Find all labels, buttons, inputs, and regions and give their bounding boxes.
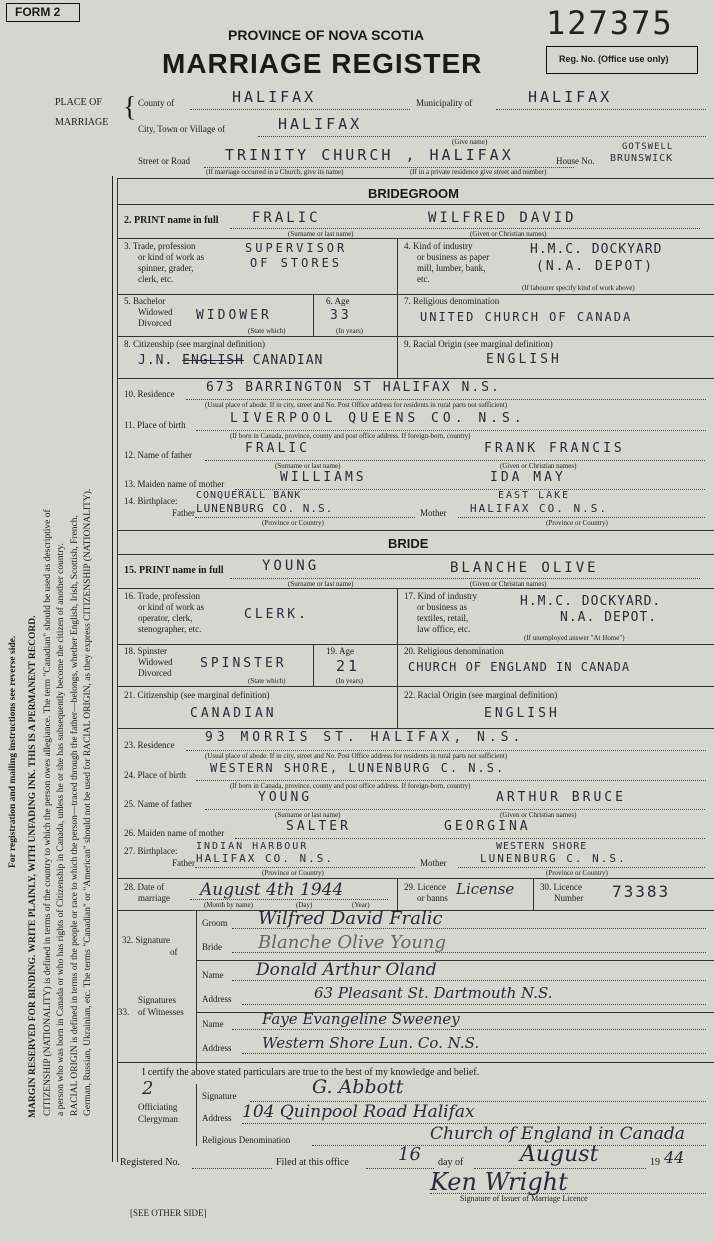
- give-name-caption: (Give name): [452, 138, 488, 146]
- city-value: HALIFAX: [278, 115, 363, 133]
- groom-mother-bp-1: EAST LAKE: [498, 490, 571, 501]
- bride-father-given: ARTHUR BRUCE: [496, 790, 626, 805]
- groom-trade-value-2: OF STORES: [250, 256, 343, 270]
- groom-trade-label-3: spinner, grader,: [138, 263, 194, 273]
- bride-residence-value: 93 MORRIS ST. HALIFAX, N.S.: [205, 730, 525, 745]
- bride-industry-label-2: or business as: [417, 602, 467, 612]
- clergy-signature-label: Signature: [202, 1091, 237, 1101]
- bride-mother-bp-label: Mother: [420, 858, 447, 868]
- groom-religion-label: 7. Religious denomination: [404, 296, 500, 306]
- bride-given-caption: (Given or Christian names): [470, 580, 547, 588]
- clergy-address-label: Address: [202, 1113, 232, 1123]
- filed-month: August: [520, 1142, 599, 1167]
- bride-religion-value: CHURCH OF ENGLAND IN CANADA: [408, 660, 631, 674]
- place-brace: {: [123, 92, 137, 123]
- page-title: MARRIAGE REGISTER: [162, 48, 483, 79]
- bride-mother-bp-caption: (Province or Country): [546, 869, 608, 877]
- groom-citizenship-label: 8. Citizenship (see marginal definition): [124, 339, 266, 349]
- groom-residence-label: 10. Residence: [124, 389, 175, 399]
- clergy-address: 104 Quinpool Road Halifax: [242, 1102, 475, 1122]
- bride-racial-label: 22. Racial Origin (see marginal definition): [404, 690, 558, 700]
- date-year-caption: (Year): [352, 901, 370, 909]
- sig-label-2: of: [170, 947, 178, 957]
- county-label: County of: [138, 98, 175, 108]
- groom-birthplace-caption: (If born in Canada, province, county and post office address. If foreign-born, country): [230, 432, 471, 440]
- groom-trade-value-1: SUPERVISOR: [245, 241, 348, 255]
- margin-racial-def-1: RACIAL ORIGIN is defined in terms of the people or race to which the person—traced through the father—belongs, whether English, Irish, Scottish, French,: [70, 515, 80, 1116]
- bride-citizenship-label: 21. Citizenship (see marginal definition): [124, 690, 270, 700]
- clergy-religion-label: Religious Denomination: [202, 1135, 291, 1145]
- bride-parents-birthplace-label: 27. Birthplace:: [124, 846, 178, 856]
- reg-no-box: Reg. No. (Office use only): [546, 46, 698, 74]
- registered-no-label: Registered No.: [120, 1157, 180, 1168]
- county-value: HALIFAX: [232, 88, 317, 106]
- bride-surname-caption: (Surname or last name): [288, 580, 354, 588]
- house-label: House No.: [556, 156, 595, 166]
- city-label: City, Town or Village of: [138, 124, 226, 134]
- bride-mother-surname: SALTER: [286, 819, 351, 834]
- groom-status-value: WIDOWER: [196, 308, 272, 323]
- groom-industry-label-4: etc.: [417, 274, 430, 284]
- bride-heading: BRIDE: [388, 536, 429, 551]
- bride-father-bp-caption: (Province or Country): [262, 869, 324, 877]
- licence-value: License: [456, 880, 515, 898]
- groom-residence-value: 673 BARRINGTON ST HALIFAX N.S.: [206, 380, 501, 395]
- margin-citizenship-def-1: CITIZENSHIP (NATIONALITY) is defined in terms of the country to which the person owes allegiance. The term "Canadian" should be used as descriptive of: [43, 509, 53, 1116]
- bride-industry-value-2: N.A. DEPOT.: [560, 610, 658, 625]
- groom-name-label: 2. PRINT name in full: [124, 215, 219, 226]
- sig-label-1: 32. Signature: [122, 935, 170, 945]
- bride-religion-label: 20. Religious denomination: [404, 646, 504, 656]
- groom-industry-label-3: mill, lumber, bank,: [417, 263, 486, 273]
- bride-racial-value: ENGLISH: [484, 706, 560, 721]
- groom-industry-value-1: H.M.C. DOCKYARD: [530, 242, 663, 257]
- groom-signature: Wilfred David Fralic: [258, 908, 443, 929]
- form-number: FORM 2: [15, 5, 61, 19]
- see-other-side: [SEE OTHER SIDE]: [130, 1208, 207, 1218]
- street-value: TRINITY CHURCH , HALIFAX: [225, 146, 514, 164]
- bride-signature: Blanche Olive Young: [258, 932, 447, 953]
- groom-religion-value: UNITED CHURCH OF CANADA: [420, 310, 633, 324]
- witness-label-2: of Witnesses: [138, 1007, 184, 1017]
- bride-status-caption: (State which): [248, 677, 286, 685]
- witness1-address: 63 Pleasant St. Dartmouth N.S.: [314, 984, 553, 1002]
- bride-industry-label-3: textiles, retail,: [417, 613, 469, 623]
- day-of-label: day of: [438, 1157, 464, 1168]
- reg-number: 127375: [546, 4, 674, 42]
- groom-father-given-caption: (Given or Christian names): [500, 462, 577, 470]
- witness2-address-label: Address: [202, 1043, 232, 1053]
- groom-industry-label-1: 4. Kind of industry: [404, 241, 473, 251]
- groom-status-label-3: Divorced: [138, 318, 172, 328]
- groom-industry-caption: (If labourer specify kind of work above): [522, 284, 635, 292]
- groom-mother-bp-caption: (Province or Country): [546, 519, 608, 527]
- groom-father-surname: FRALIC: [245, 441, 310, 456]
- bride-birthplace-value: WESTERN SHORE, LUNENBURG C. N.S.: [210, 761, 506, 775]
- bride-age-caption: (In years): [336, 677, 364, 685]
- place-label-2: MARRIAGE: [55, 117, 109, 128]
- groom-birthplace-label: 11. Place of birth: [124, 420, 186, 430]
- filed-label: Filed at this office: [276, 1157, 349, 1168]
- bride-trade-value: CLERK.: [244, 607, 309, 622]
- date-month-caption: (Month by name): [204, 901, 253, 909]
- province-heading: PROVINCE OF NOVA SCOTIA: [228, 27, 425, 43]
- clergy-mark: 2: [142, 1078, 154, 1099]
- bride-status-label-1: 18. Spinster: [124, 646, 168, 656]
- groom-father-label: 12. Name of father: [124, 450, 192, 460]
- filed-year: 44: [664, 1148, 685, 1167]
- bride-industry-caption: (If unemployed answer "At Home"): [524, 634, 625, 642]
- bride-trade-label-1: 16. Trade, profession: [124, 591, 200, 601]
- groom-status-caption: (State which): [248, 327, 286, 335]
- groom-father-bp-2: LUNENBURG CO. N.S.: [196, 502, 334, 515]
- witness1-name-label: Name: [202, 970, 224, 980]
- groom-father-sur-caption: (Surname or last name): [275, 462, 341, 470]
- margin-binding-note: MARGIN RESERVED FOR BINDING. WRITE PLAINLY, WITH UNFADING INK. THIS IS A PERMANENT RECORD.: [28, 615, 38, 1118]
- bride-status-label-3: Divorced: [138, 668, 172, 678]
- witness-number: 33.: [118, 1007, 130, 1017]
- clergy-label-1: Officiating: [138, 1102, 178, 1112]
- bride-industry-label-1: 17. Kind of industry: [404, 591, 477, 601]
- groom-mother-label: 13. Maiden name of mother: [124, 479, 225, 489]
- groom-mother-given: IDA MAY: [490, 470, 566, 485]
- bride-mother-bp-2: LUNENBURG C. N.S.: [480, 852, 627, 865]
- groom-trade-label-2: or kind of work as: [138, 252, 204, 262]
- street-label: Street or Road: [138, 156, 190, 166]
- groom-mother-bp-2: HALIFAX CO. N.S.: [470, 502, 608, 515]
- groom-racial-value: ENGLISH: [486, 352, 562, 367]
- marriage-date-value: August 4th 1944: [200, 880, 344, 900]
- licence-number-label-2: Number: [554, 893, 584, 903]
- bride-father-label: 25. Name of father: [124, 799, 192, 809]
- groom-given-caption: (Given or Christian names): [470, 230, 547, 238]
- groom-father-given: FRANK FRANCIS: [484, 441, 625, 456]
- house-value-1: GOTSWELL: [622, 142, 674, 152]
- groom-trade-label-1: 3. Trade, profession: [124, 241, 196, 251]
- groom-father-bp-1: CONQUERALL BANK: [196, 490, 302, 501]
- bride-age-label: 19. Age: [326, 646, 354, 656]
- groom-sig-label: Groom: [202, 918, 228, 928]
- issuer-signature: Ken Wright: [430, 1168, 568, 1196]
- bride-age-value: 21: [336, 657, 361, 675]
- groom-parents-birthplace-label: 14. Birthplace:: [124, 496, 178, 506]
- licence-label-2: or banns: [417, 893, 448, 903]
- bride-residence-label: 23. Residence: [124, 740, 175, 750]
- clergy-label-2: Clergyman: [138, 1114, 178, 1124]
- filed-day: 16: [398, 1144, 421, 1165]
- bride-trade-label-2: or kind of work as: [138, 602, 204, 612]
- house-value-2: BRUNSWICK: [610, 153, 674, 164]
- licence-number-label-1: 30. Licence: [540, 882, 582, 892]
- margin-instructions: For registration and mailing instructions see reverse side.: [8, 635, 18, 868]
- bride-residence-caption: (Usual place of abode. If in city, street and No. Post Office address for residents in rural parts not sufficient): [205, 752, 508, 760]
- clergy-religion: Church of England in Canada: [430, 1124, 685, 1144]
- groom-heading: BRIDEGROOM: [368, 186, 459, 201]
- date-label-2: marriage: [138, 893, 170, 903]
- issuer-caption: Signature of Issuer of Marriage Licence: [460, 1194, 588, 1203]
- witness1-name: Donald Arthur Oland: [256, 960, 437, 980]
- residence-note: (If in a private residence give street and number): [410, 168, 547, 176]
- groom-status-label-1: 5. Bachelor: [124, 296, 166, 306]
- groom-surname: FRALIC: [252, 210, 321, 226]
- bride-mother-label: 26. Maiden name of mother: [124, 828, 225, 838]
- bride-status-label-2: Widowed: [138, 657, 173, 667]
- bride-sig-label: Bride: [202, 942, 222, 952]
- date-label-1: 28. Date of: [124, 882, 165, 892]
- groom-citizenship-value: J.N. ENGLISH CANADIAN: [138, 353, 324, 368]
- witness2-address: Western Shore Lun. Co. N.S.: [262, 1034, 480, 1052]
- groom-surname-caption: (Surname or last name): [288, 230, 354, 238]
- bride-surname: YOUNG: [262, 558, 320, 574]
- bride-industry-value-1: H.M.C. DOCKYARD.: [520, 594, 662, 609]
- bride-mother-bp-1: WESTERN SHORE: [496, 841, 588, 852]
- licence-number-value: 73383: [612, 882, 671, 901]
- bride-mother-given: GEORGINA: [444, 819, 531, 834]
- church-note: (If marriage occurred in a Church, give its name): [206, 168, 344, 176]
- bride-father-bp-label: Father: [172, 858, 195, 868]
- date-day-caption: (Day): [296, 901, 313, 909]
- municipality-value: HALIFAX: [528, 88, 613, 106]
- bride-status-value: SPINSTER: [200, 656, 287, 671]
- groom-residence-caption: (Usual place of abode. If in city, street and No. Post Office address for residents in rural parts not sufficient): [205, 401, 508, 409]
- groom-age-caption: (In years): [336, 327, 364, 335]
- bride-father-bp-1: INDIAN HARBOUR: [196, 841, 309, 852]
- groom-industry-label-2: or business as paper: [417, 252, 490, 262]
- year-prefix: 19: [650, 1157, 660, 1168]
- groom-status-label-2: Widowed: [138, 307, 173, 317]
- bride-citizenship-value: CANADIAN: [190, 706, 277, 721]
- groom-father-bp-label: Father: [172, 508, 195, 518]
- groom-mother-bp-label: Mother: [420, 508, 447, 518]
- groom-racial-label: 9. Racial Origin (see marginal definition): [404, 339, 553, 349]
- groom-industry-value-2: (N.A. DEPOT): [536, 259, 654, 274]
- groom-age-value: 33: [330, 308, 352, 323]
- groom-mother-surname: WILLIAMS: [280, 470, 367, 485]
- groom-age-label: 6. Age: [326, 296, 350, 306]
- bride-trade-label-3: operator, clerk,: [138, 613, 193, 623]
- witness2-name: Faye Evangeline Sweeney: [262, 1010, 460, 1028]
- certification-text: I certify the above stated particulars are true to the best of my knowledge and belief.: [142, 1067, 480, 1078]
- bride-industry-label-4: law office, etc.: [417, 624, 471, 634]
- bride-father-bp-2: HALIFAX CO. N.S.: [196, 852, 334, 865]
- groom-trade-label-4: clerk, etc.: [138, 274, 174, 284]
- witness-label-1: Signatures: [138, 995, 176, 1005]
- bride-given: BLANCHE OLIVE: [450, 560, 599, 576]
- bride-father-sur-caption: (Surname or last name): [275, 811, 341, 819]
- bride-birthplace-label: 24. Place of birth: [124, 770, 186, 780]
- municipality-label: Municipality of: [416, 98, 473, 108]
- form-number-box: [6, 3, 80, 22]
- witness2-name-label: Name: [202, 1019, 224, 1029]
- groom-father-bp-caption: (Province or Country): [262, 519, 324, 527]
- bride-trade-label-4: stenographer, etc.: [138, 624, 202, 634]
- bride-birthplace-caption: (If born in Canada, province, county and post office address. If foreign-born, country): [230, 782, 471, 790]
- bride-father-surname: YOUNG: [258, 790, 313, 805]
- witness1-address-label: Address: [202, 994, 232, 1004]
- bride-father-given-caption: (Given or Christian names): [500, 811, 577, 819]
- clergy-signature: G. Abbott: [312, 1076, 404, 1098]
- groom-birthplace-value: LIVERPOOL QUEENS CO. N.S.: [230, 411, 526, 426]
- bride-name-label: 15. PRINT name in full: [124, 565, 224, 576]
- margin-racial-def-2: German, Russian, Ukrainian, etc. The terms "Canadian" or "American" should not be used for RACIAL ORIGIN, as they express CITIZENSHIP (NATIONALITY).: [83, 488, 93, 1116]
- place-label-1: PLACE OF: [55, 97, 102, 108]
- margin-citizenship-def-2: a person who was born in Canada or who has rights of Citizenship in Canada, unless he or she has subsequently become the citizen of another country.: [56, 543, 66, 1116]
- licence-label-1: 29. Licence: [404, 882, 446, 892]
- groom-given: WILFRED DAVID: [428, 210, 577, 226]
